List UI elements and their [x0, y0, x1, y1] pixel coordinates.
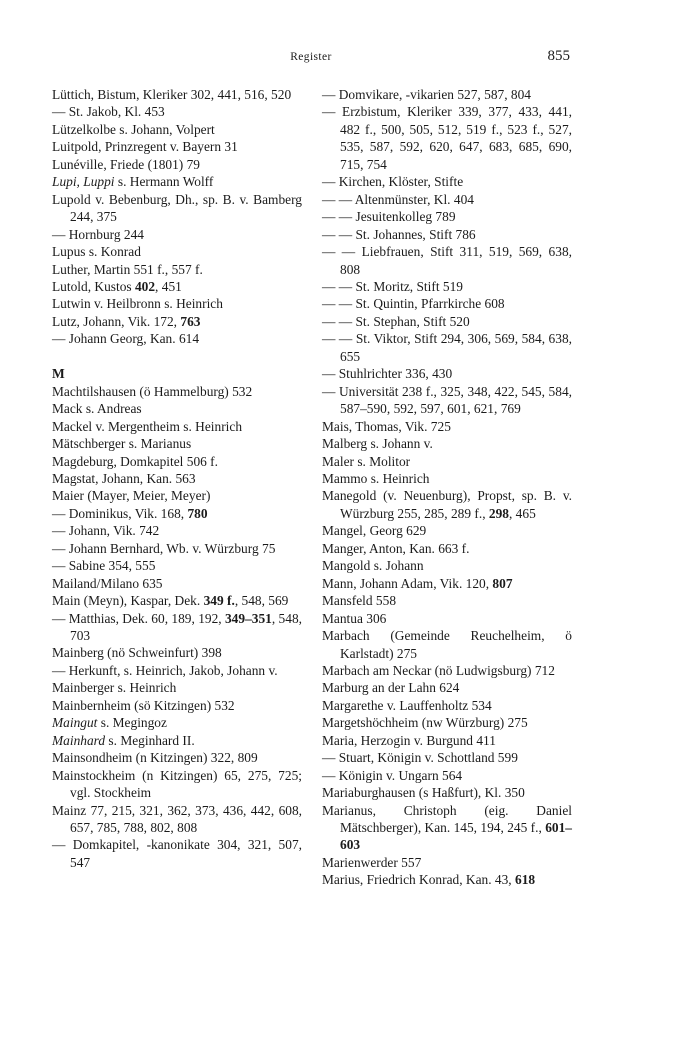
index-entry: — — St. Viktor, Stift 294, 306, 569, 584, 638, 655 [322, 331, 572, 364]
index-entry: Mansfeld 558 [322, 593, 397, 609]
index-entry: Mann, Johann Adam, Vik. 120, 807 [322, 575, 513, 591]
index-entry: — Johann Georg, Kan. 614 [52, 331, 200, 347]
index-entry: — — St. Stephan, Stift 520 [322, 313, 470, 329]
index-entry: — Domkapitel, -kanonikate 304, 321, 507, 547 [52, 837, 302, 870]
index-entry: Margarethe v. Lauffenholtz 534 [322, 697, 492, 713]
index-entry: — Erzbistum, Kleriker 339, 377, 433, 441, 482 f., 500, 505, 512, 519 f., 523 f., 527, 535, 587, 592, 620, 647, 683, 685, 690, 715, 754 [322, 104, 572, 172]
index-entry: Magdeburg, Domkapitel 506 f. [52, 453, 218, 469]
index-entry: Maingut s. Megingoz [52, 715, 167, 731]
index-entry: — — Jesuitenkolleg 789 [322, 209, 456, 225]
index-entry: Mainhard s. Meginhard II. [52, 732, 195, 748]
index-entry: Marienwerder 557 [322, 854, 422, 870]
page-header [52, 48, 570, 68]
index-entry: Mangel, Georg 629 [322, 523, 427, 539]
index-entry: Marianus, Christoph (eig. Daniel Mätschberger), Kan. 145, 194, 245 f., 601–603 [322, 802, 572, 853]
index-entry: Maier (Mayer, Meier, Meyer) [52, 488, 211, 504]
index-entry: Luther, Martin 551 f., 557 f. [52, 261, 203, 277]
index-entry: Manger, Anton, Kan. 663 f. [322, 540, 470, 556]
index-entry: Main (Meyn), Kaspar, Dek. 349 f., 548, 569 [52, 593, 289, 609]
index-entry: Marburg an der Lahn 624 [322, 680, 460, 696]
index-entry: Mack s. Andreas [52, 401, 142, 417]
page-number: 855 [547, 48, 570, 64]
running-title: Register [290, 51, 332, 63]
index-entry: — Herkunft, s. Heinrich, Jakob, Johann v. [52, 662, 278, 678]
index-entry: — Kirchen, Klöster, Stifte [322, 174, 464, 190]
index-entry: Lutz, Johann, Vik. 172, 763 [52, 313, 201, 329]
index-entry: — St. Jakob, Kl. 453 [52, 104, 165, 120]
index-section-letter: M [52, 366, 65, 382]
index-entry: Mantua 306 [322, 610, 387, 626]
index-entry: Lutwin v. Heilbronn s. Heinrich [52, 296, 223, 312]
index-entry: Mainbernheim (sö Kitzingen) 532 [52, 697, 235, 713]
index-entry: — — St. Johannes, Stift 786 [322, 226, 476, 242]
index-entry: Lupold v. Bebenburg, Dh., sp. B. v. Bamberg 244, 375 [52, 191, 302, 225]
index-entry: — — St. Quintin, Pfarrkirche 608 [322, 296, 505, 312]
index-entry: Marbach (Gemeinde Reuchelheim, ö Karlstadt) 275 [322, 628, 572, 661]
index-entry: — — Liebfrauen, Stift 311, 519, 569, 638, 808 [322, 244, 572, 277]
index-entry: — Johann Bernhard, Wb. v. Würzburg 75 [52, 540, 276, 556]
index-entry: Lützelkolbe s. Johann, Volpert [52, 121, 215, 137]
index-entry: Magstat, Johann, Kan. 563 [52, 470, 196, 486]
index-entry: Lupi, Luppi s. Hermann Wolff [52, 174, 214, 190]
index-entry: Mätschberger s. Marianus [52, 436, 192, 452]
index-entry: Lüttich, Bistum, Kleriker 302, 441, 516, 520 [52, 87, 292, 102]
index-entry: — Domvikare, -vikarien 527, 587, 804 [322, 87, 531, 102]
index-entry: Mainsondheim (n Kitzingen) 322, 809 [52, 750, 258, 766]
index-entry: Margetshöchheim (nw Würzburg) 275 [322, 715, 528, 731]
index-entry: Lunéville, Friede (1801) 79 [52, 156, 201, 172]
index-entry: Manegold (v. Neuenburg), Propst, sp. B. v. Würzburg 255, 285, 289 f., 298, 465 [322, 488, 572, 521]
index-column-left [52, 86, 302, 871]
index-entry: Marbach am Neckar (nö Ludwigsburg) 712 [322, 662, 555, 678]
index-entry: — Matthias, Dek. 60, 189, 192, 349–351, 548, 703 [52, 610, 302, 644]
index-column-right [322, 86, 572, 889]
index-entry: — — Altenmünster, Kl. 404 [322, 191, 474, 207]
index-entry: Mailand/Milano 635 [52, 575, 163, 591]
index-entry: Mainz 77, 215, 321, 362, 373, 436, 442, 608, 657, 785, 788, 802, 808 [52, 802, 302, 836]
index-entry: Machtilshausen (ö Hammelburg) 532 [52, 383, 253, 399]
index-entry: — Universität 238 f., 325, 348, 422, 545, 584, 587–590, 592, 597, 601, 621, 769 [322, 383, 572, 417]
index-entry: — Dominikus, Vik. 168, 780 [52, 505, 208, 521]
index-entry: Maria, Herzogin v. Burgund 411 [322, 732, 496, 748]
index-entry: Marius, Friedrich Konrad, Kan. 43, 618 [322, 872, 536, 888]
index-entry: Mammo s. Heinrich [322, 470, 430, 486]
index-entry: Lutold, Kustos 402, 451 [52, 278, 182, 294]
index-entry: — Sabine 354, 555 [52, 558, 156, 574]
index-entry: Mariaburghausen (s Haßfurt), Kl. 350 [322, 785, 525, 801]
index-entry: — — St. Moritz, Stift 519 [322, 278, 463, 294]
index-entry: Lupus s. Konrad [52, 244, 141, 260]
index-entry: Mainberger s. Heinrich [52, 680, 177, 696]
index-entry: — Königin v. Ungarn 564 [322, 767, 463, 783]
index-entry: Mainberg (nö Schweinfurt) 398 [52, 645, 222, 661]
index-entry: Mais, Thomas, Vik. 725 [322, 418, 451, 434]
index-entry: Maler s. Molitor [322, 453, 411, 469]
index-entry: Mainstockheim (n Kitzingen) 65, 275, 725; vgl. Stockheim [52, 767, 302, 801]
index-entry: — Stuhlrichter 336, 430 [322, 366, 453, 382]
index-entry: — Stuart, Königin v. Schottland 599 [322, 750, 518, 766]
index-entry: Mackel v. Mergentheim s. Heinrich [52, 418, 243, 434]
index-entry: — Hornburg 244 [52, 226, 144, 242]
index-entry: Malberg s. Johann v. [322, 436, 433, 452]
index-entry: Luitpold, Prinzregent v. Bayern 31 [52, 139, 238, 155]
index-entry: — Johann, Vik. 742 [52, 523, 160, 539]
index-entry: Mangold s. Johann [322, 558, 424, 574]
